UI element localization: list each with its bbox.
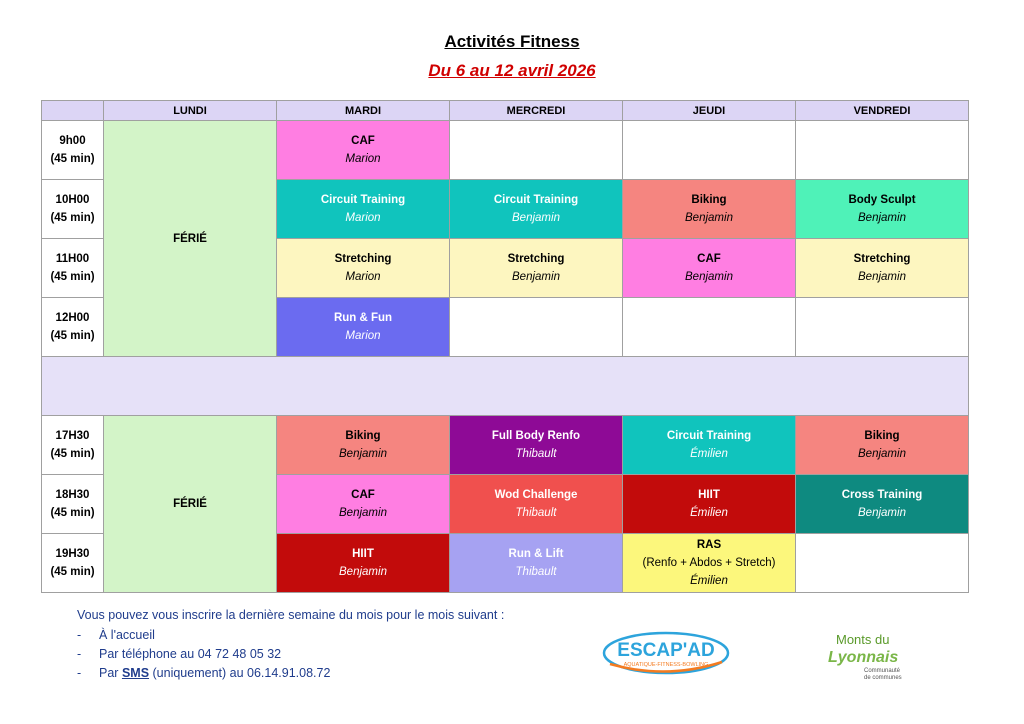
time-label: 17H30 [55, 430, 90, 442]
schedule-table [41, 100, 969, 593]
class-cell[interactable] [623, 475, 796, 534]
activity-name: Biking [691, 194, 727, 206]
class-cell[interactable] [450, 475, 623, 534]
activity-name: Run & Lift [508, 548, 564, 560]
class-cell[interactable] [450, 534, 623, 593]
duration-label: (45 min) [50, 566, 95, 578]
time-label: 11H00 [55, 253, 90, 265]
day-header: MERCREDI [450, 101, 623, 121]
activity-name: HIIT [698, 489, 720, 501]
class-cell[interactable] [450, 239, 623, 298]
empty-cell [796, 121, 969, 180]
coach-name: Marion [345, 153, 381, 165]
class-cell[interactable] [277, 121, 450, 180]
svg-text:ESCAP'AD: ESCAP'AD [617, 640, 715, 661]
empty-cell [623, 298, 796, 357]
class-cell[interactable] [277, 475, 450, 534]
svg-text:AQUATIQUE-FITNESS-BOWLING: AQUATIQUE-FITNESS-BOWLING [623, 662, 709, 668]
class-cell[interactable] [450, 416, 623, 475]
empty-cell [623, 121, 796, 180]
activity-name: Circuit Training [320, 194, 406, 206]
coach-name: Benjamin [858, 448, 906, 460]
day-header-row [42, 101, 969, 121]
activity-name: Body Sculpt [848, 194, 916, 206]
class-cell[interactable] [623, 416, 796, 475]
coach-name: Thibault [515, 566, 557, 578]
activity-name: Wod Challenge [494, 489, 578, 501]
coach-name: Benjamin [685, 212, 733, 224]
day-header: JEUDI [623, 101, 796, 121]
duration-label: (45 min) [50, 330, 95, 342]
escapad-logo [600, 628, 732, 678]
class-cell[interactable] [623, 534, 796, 593]
class-cell[interactable] [623, 239, 796, 298]
empty-cell [450, 121, 623, 180]
class-cell[interactable] [277, 180, 450, 239]
activity-name: Run & Fun [333, 312, 393, 324]
coach-name: Émilien [690, 575, 728, 587]
header-corner [42, 101, 104, 121]
class-cell[interactable] [796, 475, 969, 534]
activity-name: Stretching [853, 253, 911, 265]
day-header: VENDREDI [796, 101, 969, 121]
activity-name: Circuit Training [493, 194, 579, 206]
duration-label: (45 min) [50, 212, 95, 224]
activity-name: Biking [345, 430, 381, 442]
activity-name: Stretching [334, 253, 392, 265]
activity-name: HIIT [352, 548, 374, 560]
time-row [42, 416, 969, 475]
activity-name: Full Body Renfo [491, 430, 581, 442]
registration-intro: Vous pouvez vous inscrire la dernière semaine du mois pour le mois suivant : [77, 608, 505, 622]
activity-name: CAF [351, 135, 375, 147]
coach-name: Marion [345, 271, 381, 283]
monts-du-lyonnais-logo [826, 630, 916, 682]
coach-name: Benjamin [339, 566, 387, 578]
time-row [42, 121, 969, 180]
sms-link[interactable]: SMS [121, 666, 150, 680]
registration-item: - Par SMS (uniquement) au 06.14.91.08.72 [77, 666, 331, 680]
empty-cell [796, 298, 969, 357]
coach-name: Benjamin [339, 507, 387, 519]
time-cell [42, 121, 104, 180]
day-header: MARDI [277, 101, 450, 121]
page-subtitle: Du 6 au 12 avril 2026 [428, 61, 596, 80]
class-cell[interactable] [277, 534, 450, 593]
duration-label: (45 min) [50, 507, 95, 519]
coach-name: Benjamin [512, 271, 560, 283]
time-cell [42, 298, 104, 357]
class-cell[interactable] [796, 180, 969, 239]
lunch-break-row [42, 357, 969, 416]
coach-name: Thibault [515, 507, 557, 519]
registration-item: - Par téléphone au 04 72 48 05 32 [77, 647, 282, 661]
time-cell [42, 475, 104, 534]
activity-name: CAF [697, 253, 721, 265]
registration-info [77, 608, 504, 683]
time-cell [42, 534, 104, 593]
coach-name: Émilien [690, 507, 728, 519]
ferie-cell: FÉRIÉ [104, 121, 277, 357]
svg-text:de communes: de communes [864, 675, 902, 681]
class-cell[interactable] [450, 180, 623, 239]
class-cell[interactable] [277, 416, 450, 475]
class-cell[interactable] [623, 180, 796, 239]
activity-name: CAF [351, 489, 375, 501]
time-label: 10H00 [55, 194, 90, 206]
class-cell[interactable] [796, 239, 969, 298]
coach-name: Marion [345, 212, 381, 224]
svg-text:Monts du: Monts du [836, 632, 890, 647]
class-cell[interactable] [277, 298, 450, 357]
class-cell[interactable] [277, 239, 450, 298]
duration-label: (45 min) [50, 448, 95, 460]
coach-name: Thibault [515, 448, 557, 460]
duration-label: (45 min) [50, 271, 95, 283]
time-label: 9h00 [59, 135, 86, 147]
time-cell [42, 416, 104, 475]
coach-name: Benjamin [339, 448, 387, 460]
activity-name: Circuit Training [666, 430, 752, 442]
coach-name: Marion [345, 330, 381, 342]
activity-detail: (Renfo + Abdos + Stretch) [642, 557, 776, 569]
activity-name: Biking [864, 430, 900, 442]
coach-name: Émilien [690, 448, 728, 460]
registration-item: - À l'accueil [77, 628, 155, 642]
time-cell [42, 239, 104, 298]
lunch-break [42, 357, 969, 416]
coach-name: Benjamin [858, 271, 906, 283]
time-label: 19H30 [55, 548, 90, 560]
class-cell[interactable] [796, 416, 969, 475]
svg-text:Lyonnais: Lyonnais [828, 649, 899, 666]
time-label: 18H30 [55, 489, 90, 501]
time-label: 12H00 [55, 312, 90, 324]
empty-cell [450, 298, 623, 357]
activity-name: Stretching [507, 253, 565, 265]
duration-label: (45 min) [50, 153, 95, 165]
ferie-cell: FÉRIÉ [104, 416, 277, 593]
coach-name: Benjamin [685, 271, 733, 283]
time-cell [42, 180, 104, 239]
svg-text:Communauté: Communauté [864, 668, 901, 674]
day-header: LUNDI [104, 101, 277, 121]
page-title: Activités Fitness [444, 32, 580, 51]
coach-name: Benjamin [512, 212, 560, 224]
activity-name: Cross Training [841, 489, 923, 501]
coach-name: Benjamin [858, 212, 906, 224]
coach-name: Benjamin [858, 507, 906, 519]
empty-cell [796, 534, 969, 593]
activity-name: RAS [696, 539, 722, 551]
